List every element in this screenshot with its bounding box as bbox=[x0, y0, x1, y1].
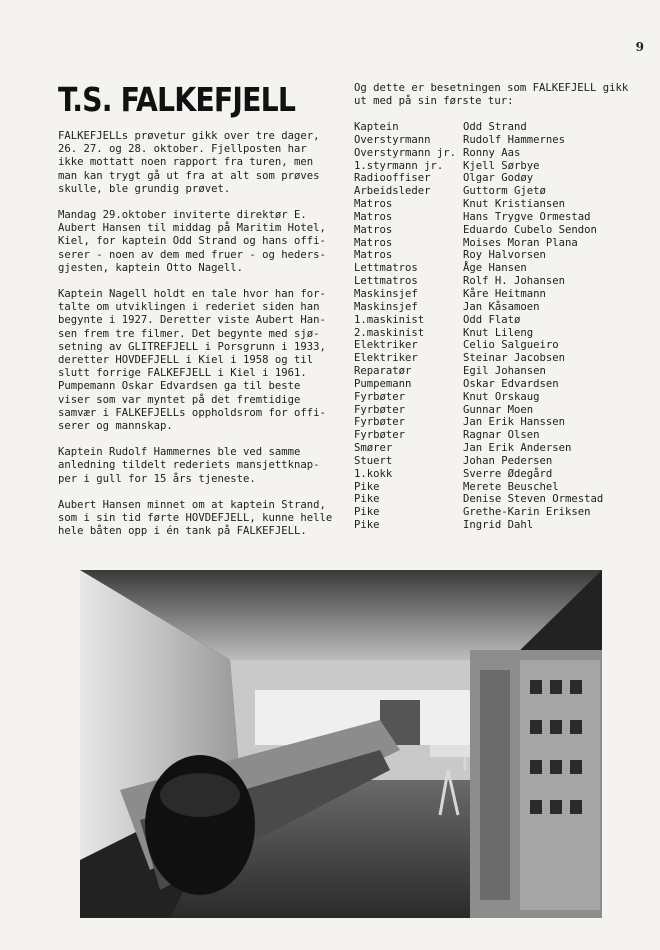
crew-rank: Fyrbøter bbox=[354, 429, 406, 442]
crew-row bbox=[354, 442, 603, 455]
paragraph: Aubert Hansen minnet om at kaptein Strand, som i sin tid førte HOVDEFJELL, kunne helle hele båten opp i én tank på FALKEFJELL. bbox=[58, 498, 333, 538]
crew-name: Hans Trygve Ormestad bbox=[463, 210, 591, 223]
crew-row bbox=[354, 275, 603, 288]
crew-row bbox=[354, 160, 603, 173]
crew-rank: Reparatør bbox=[354, 365, 412, 378]
crew-rank: Fyrbøter bbox=[354, 416, 406, 429]
crew-rank: Pike bbox=[354, 506, 380, 519]
crew-row bbox=[354, 147, 603, 160]
crew-rank: Matros bbox=[354, 223, 393, 236]
paragraph: Kaptein Rudolf Hammernes ble ved samme anledning tildelt rederiets mansjettknap- per i gull for 15 års tjeneste. bbox=[58, 446, 320, 485]
crew-rank: Matros bbox=[354, 236, 393, 249]
crew-rank: Arbeidsleder bbox=[354, 185, 431, 198]
crew-name: Roy Halvorsen bbox=[463, 249, 546, 262]
crew-row bbox=[354, 352, 603, 365]
crew-rank: 1.kokk bbox=[354, 467, 393, 480]
crew-rank: 1.styrmann jr. bbox=[354, 159, 444, 172]
crew-rank: Radiooffiser bbox=[354, 172, 431, 185]
crew-rank: Stuert bbox=[354, 454, 393, 467]
crew-name: Gunnar Moen bbox=[463, 403, 534, 416]
crew-row bbox=[354, 237, 603, 250]
crew-rank: Fyrbøter bbox=[354, 403, 406, 416]
crew-name: Kåre Heitmann bbox=[463, 287, 546, 300]
crew-name: Sverre Ødegård bbox=[463, 467, 553, 480]
crew-rank: Fyrbøter bbox=[354, 390, 406, 403]
crew-name: Jan Erik Hanssen bbox=[463, 416, 566, 429]
crew-row bbox=[354, 519, 603, 532]
crew-name: Guttorm Gjetø bbox=[463, 185, 546, 198]
crew-row bbox=[354, 455, 603, 468]
crew-row bbox=[354, 121, 603, 134]
crew-row bbox=[354, 506, 603, 519]
crew-row bbox=[354, 391, 603, 404]
crew-name: Knut Lileng bbox=[463, 326, 534, 339]
engine-control-room-photo bbox=[80, 570, 602, 918]
crew-name: Grethe-Karin Eriksen bbox=[463, 506, 591, 519]
crew-rank: 2.maskinist bbox=[354, 326, 425, 339]
crew-name: Åge Hansen bbox=[463, 262, 527, 275]
crew-name: Kjell Sørbye bbox=[463, 159, 540, 172]
crew-row bbox=[354, 249, 603, 262]
crew-row bbox=[354, 211, 603, 224]
article-title: T.S. FALKEFJELL bbox=[58, 80, 296, 119]
crew-rank: Overstyrmann bbox=[354, 133, 431, 146]
crew-row bbox=[354, 493, 603, 506]
crew-row bbox=[354, 404, 603, 417]
crew-name: Rudolf Hammernes bbox=[463, 133, 566, 146]
crew-rank: Pike bbox=[354, 519, 380, 532]
paragraph: FALKEFJELLs prøvetur gikk over tre dager, 26. 27. og 28. oktober. Fjellposten har ikke mottatt noen rapport fra turen, men man kan trygt gå ut fra at alt som prøves skulle, ble grundig prøvet. bbox=[58, 130, 320, 195]
crew-row bbox=[354, 185, 603, 198]
crew-row bbox=[354, 172, 603, 185]
article-body bbox=[58, 130, 343, 551]
crew-row bbox=[354, 378, 603, 391]
crew-rank: Elektriker bbox=[354, 352, 418, 365]
crew-name: Eduardo Cubelo Sendon bbox=[463, 223, 597, 236]
crew-name: Egil Johansen bbox=[463, 365, 546, 378]
crew-name: Odd Flatø bbox=[463, 313, 521, 326]
crew-row bbox=[354, 327, 603, 340]
crew-rank: Smører bbox=[354, 442, 393, 455]
crew-name: Johan Pedersen bbox=[463, 454, 553, 467]
crew-name: Rolf H. Johansen bbox=[463, 275, 566, 288]
crew-rank: Maskinsjef bbox=[354, 300, 418, 313]
crew-name: Knut Kristiansen bbox=[463, 198, 566, 211]
crew-name: Ragnar Olsen bbox=[463, 429, 540, 442]
crew-row bbox=[354, 134, 603, 147]
crew-row bbox=[354, 339, 603, 352]
crew-row bbox=[354, 481, 603, 494]
crew-row bbox=[354, 365, 603, 378]
crew-rank: Maskinsjef bbox=[354, 287, 418, 300]
crew-rank: Lettmatros bbox=[354, 275, 418, 288]
crew-rank: Pike bbox=[354, 480, 380, 493]
crew-name: Celio Salgueiro bbox=[463, 339, 559, 352]
paragraph: Mandag 29.oktober inviterte direktør E. Aubert Hansen til middag på Maritim Hotel, Kiel, for kaptein Odd Strand og hans offi- serer - noen av dem med fruer - og heders- gjesten, kaptein Otto Nagell. bbox=[58, 209, 326, 274]
crew-row bbox=[354, 416, 603, 429]
crew-name: Steinar Jacobsen bbox=[463, 352, 566, 365]
crew-row bbox=[354, 262, 603, 275]
crew-rank: Pike bbox=[354, 493, 380, 506]
crew-rank: Elektriker bbox=[354, 339, 418, 352]
crew-rank: Matros bbox=[354, 198, 393, 211]
crew-row bbox=[354, 288, 603, 301]
crew-name: Knut Orskaug bbox=[463, 390, 540, 403]
crew-row bbox=[354, 198, 603, 211]
crew-rank: Overstyrmann jr. bbox=[354, 146, 457, 159]
crew-name: Oskar Edvardsen bbox=[463, 377, 559, 390]
crew-name: Jan Erik Andersen bbox=[463, 442, 572, 455]
paragraph: Kaptein Nagell holdt en tale hvor han for- talte om utviklingen i rederiet siden han begynte i 1927. Deretter viste Aubert Han- sen frem tre filmer. Det begynte med sjø- setning av GLITREFJELL i Porsgrunn i 1933, deretter HOVDEFJELL i Kiel i 1958 og til slutt forrige FALKEFJELL i Kiel i 1961. Pumpemann Oskar Edvardsen ga til beste viser som var myntet på det fremtidige samvær i FALKEFJELLs oppholdsrom for offi- serer og mannskap. bbox=[58, 288, 326, 433]
crew-rank: 1.maskinist bbox=[354, 313, 425, 326]
crew-name: Ingrid Dahl bbox=[463, 519, 534, 532]
crew-row bbox=[354, 314, 603, 327]
page-number: 9 bbox=[635, 40, 644, 54]
crew-name: Olgar Godøy bbox=[463, 172, 534, 185]
crew-rank: Lettmatros bbox=[354, 262, 418, 275]
crew-rank: Matros bbox=[354, 210, 393, 223]
crew-name: Moises Moran Plana bbox=[463, 236, 578, 249]
crew-name: Ronny Aas bbox=[463, 146, 521, 159]
crew-rank: Kaptein bbox=[354, 121, 399, 133]
crew-name: Denise Steven Ormestad bbox=[463, 493, 604, 506]
crew-name: Odd Strand bbox=[463, 121, 527, 133]
crew-list bbox=[354, 121, 603, 532]
crew-rank: Pumpemann bbox=[354, 377, 412, 390]
crew-row bbox=[354, 468, 603, 481]
crew-row bbox=[354, 224, 603, 237]
crew-intro: Og dette er besetningen som FALKEFJELL gikk ut med på sin første tur: bbox=[354, 82, 629, 108]
crew-name: Merete Beuschel bbox=[463, 480, 559, 493]
crew-rank: Matros bbox=[354, 249, 393, 262]
crew-row bbox=[354, 429, 603, 442]
crew-row bbox=[354, 301, 603, 314]
crew-name: Jan Kåsamoen bbox=[463, 300, 540, 313]
